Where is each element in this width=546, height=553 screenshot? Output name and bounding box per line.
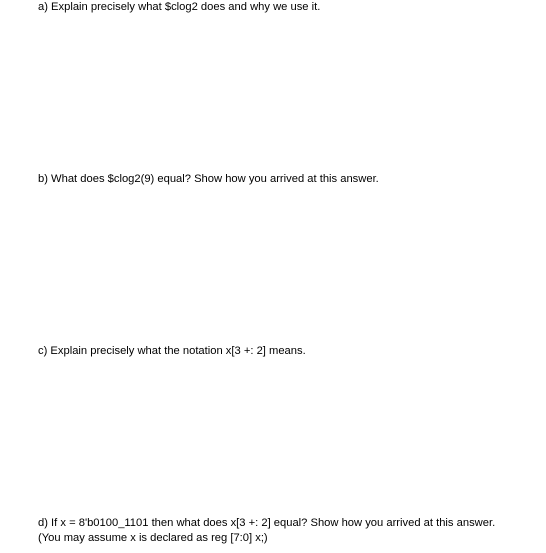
question-d-text: d) If x = 8'b0100_1101 then what does x[3 +: 2] equal? Show how you arrived at this answer. (38, 517, 496, 529)
question-c (38, 344, 306, 359)
question-b (38, 172, 379, 187)
question-d (38, 516, 495, 546)
question-a-text: a) Explain precisely what $clog2 does and why we use it. (38, 1, 321, 13)
question-b-text: b) What does $clog2(9) equal? Show how you arrived at this answer. (38, 173, 379, 185)
question-a (38, 0, 320, 15)
question-d-note: (You may assume x is declared as reg [7:0] x;) (38, 532, 268, 544)
question-c-text: c) Explain precisely what the notation x[3 +: 2] means. (38, 345, 306, 357)
